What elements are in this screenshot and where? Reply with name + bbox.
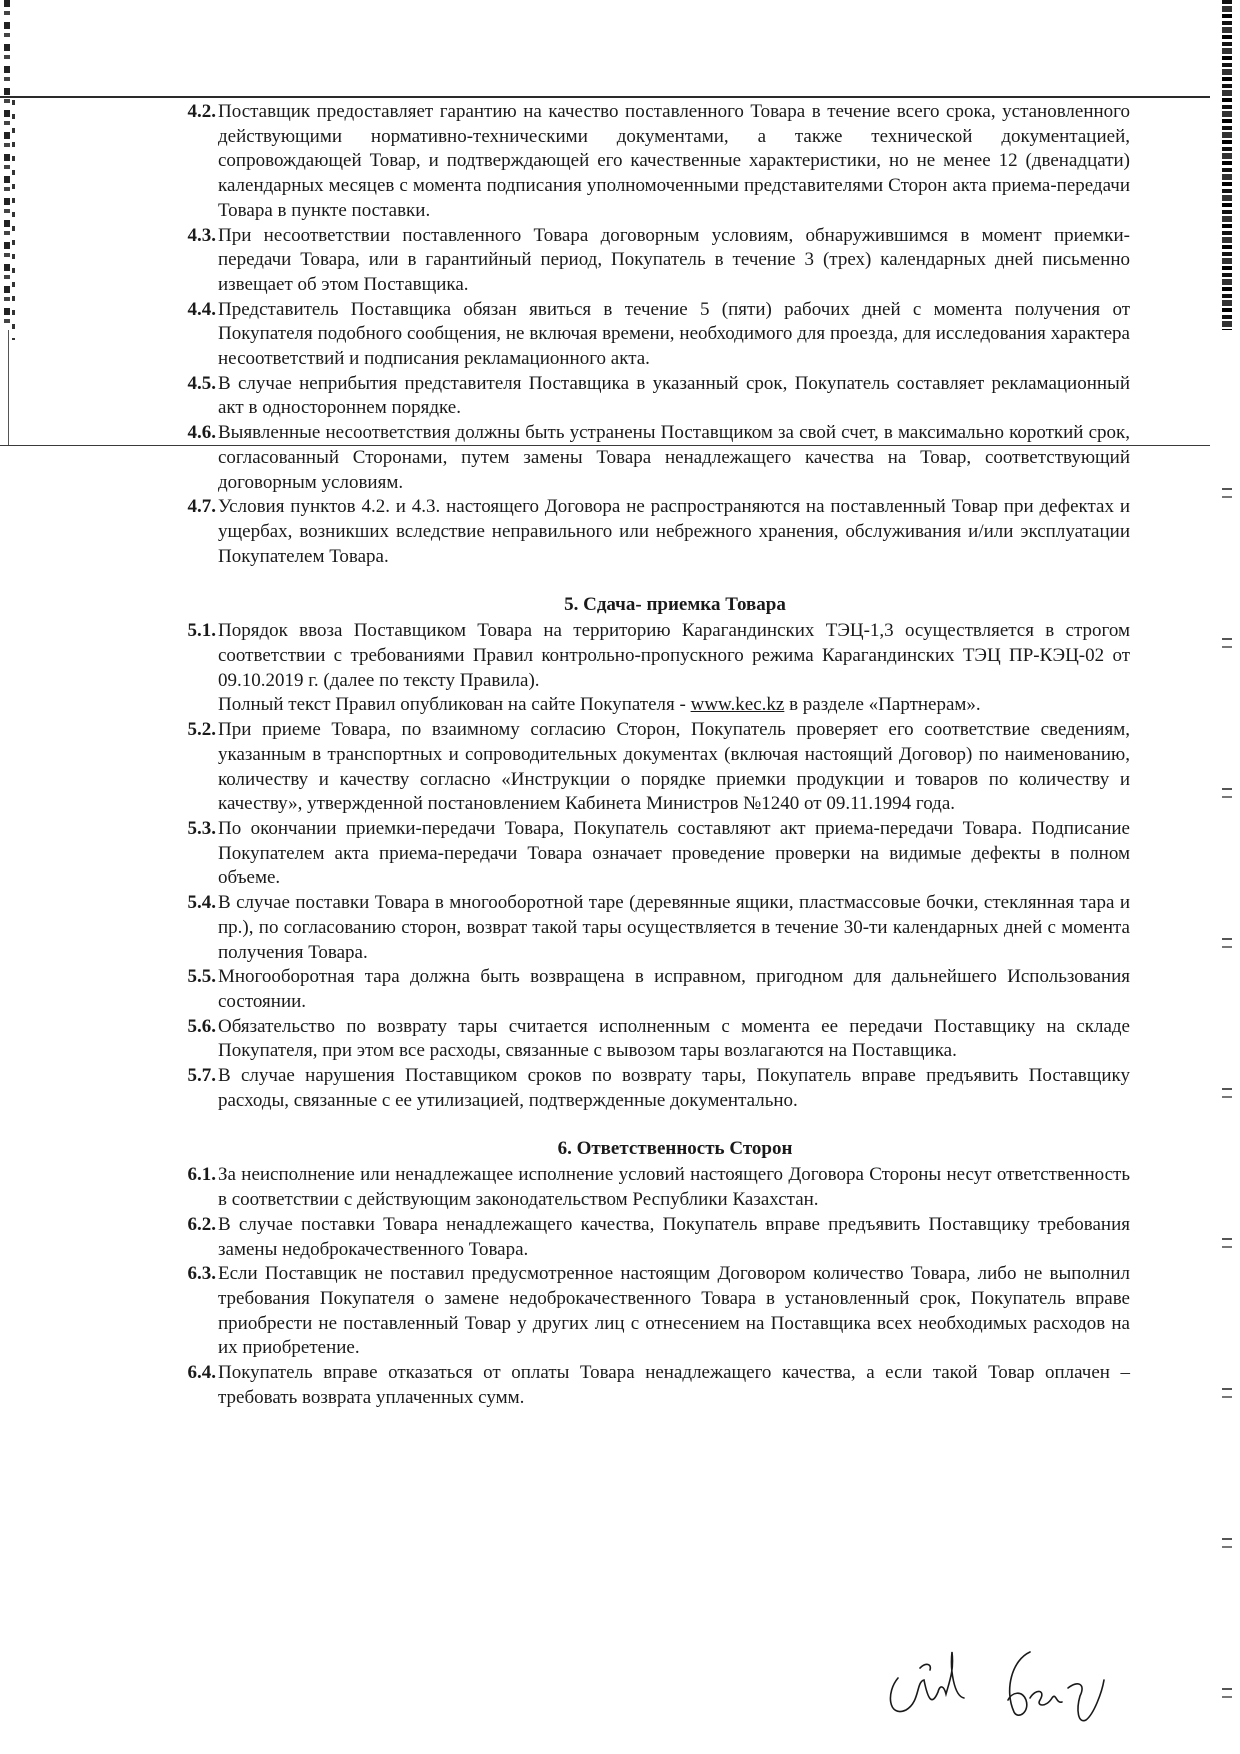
clause-number: 6.2. xyxy=(187,1213,216,1235)
clause-text xyxy=(218,1361,1130,1410)
clause-text xyxy=(218,298,1130,372)
document-body xyxy=(160,100,1130,1410)
clause xyxy=(160,619,1130,718)
clause-number: 6.3. xyxy=(187,1263,216,1285)
clause-text xyxy=(218,224,1130,298)
section-heading: 6. Ответственность Сторон xyxy=(557,1138,793,1160)
clause-paragraph: Многооборотная тара должна быть возвращена в исправном, пригодном для дальнейшего Использования состоянии. xyxy=(218,966,1130,1012)
clause-number: 5.2. xyxy=(187,719,216,741)
clause-text xyxy=(218,372,1130,421)
clause-text xyxy=(218,495,1130,569)
clause-paragraph: Если Поставщик не поставил предусмотренное настоящим Договором количество Товара, либо не выполнил требования Покупателя о замене недоброкачественного Товара в установленный срок, Покупатель вправе приобрести не поставленный Товар у других лиц с отнесением на Поставщика всех необходимых расходов на их приобретение. xyxy=(218,1263,1130,1359)
clause-paragraph: В случае нарушения Поставщиком сроков по возврату тары, Покупатель вправе предъявить Поставщику расходы, связанные с ее утилизацией, подтвержденные документально. xyxy=(218,1065,1130,1111)
clause-number: 5.6. xyxy=(187,1015,216,1037)
clause-text xyxy=(218,891,1130,965)
clause-paragraph: Представитель Поставщика обязан явиться в течение 5 (пяти) рабочих дней с момента получения от Покупателя подобного сообщения, не включая времени, необходимого для проезда, для исследования характера несоответствий и подписания рекламационного акта. xyxy=(218,298,1130,370)
clause xyxy=(160,817,1130,891)
clause-text xyxy=(218,1064,1130,1113)
clause-text xyxy=(218,965,1130,1014)
clause xyxy=(160,891,1130,965)
scan-binding-marks-secondary xyxy=(12,100,15,340)
clause-paragraph: Поставщик предоставляет гарантию на качество поставленного Товара в течение всего срока, установленного действующими нормативно-техническими документами, а также технической документацией, сопровождающей Товар, и подтверждающей его качественные характеристики, но не менее 12 (двенадцати) календарных месяцев с момента подписания уполномоченными представителями Сторон акта приема-передачи Товара в пункте поставки. xyxy=(218,101,1130,221)
clause-text xyxy=(218,1213,1130,1262)
clause xyxy=(160,1015,1130,1064)
clause-number: 5.7. xyxy=(187,1065,216,1087)
clause-number: 4.5. xyxy=(187,372,216,394)
clause-text xyxy=(218,1163,1130,1212)
clause xyxy=(160,965,1130,1014)
clause-number: 4.2. xyxy=(187,101,216,122)
clause-number: 6.4. xyxy=(187,1362,216,1384)
clause xyxy=(160,372,1130,421)
clause-paragraph: Условия пунктов 4.2. и 4.3. настоящего Договора не распространяются на поставленный Товар при дефектах и ущербах, возникших вследствие неправильного или небрежного хранения, обслуживания и/или эксплуатации Покупателем Товара. xyxy=(218,496,1130,567)
clause xyxy=(160,421,1130,495)
scan-edge-ticks xyxy=(1222,400,1232,1730)
clause-paragraph: По окончании приемки-передачи Товара, Покупатель составляют акт приема-передачи Товара. Подписание Покупателем акта приема-передачи Товара означает проведение проверки на видимые дефекты в полном объеме. xyxy=(218,817,1130,889)
clause xyxy=(160,1163,1130,1212)
clause-text xyxy=(218,421,1130,495)
clause-text xyxy=(218,100,1130,224)
clause-text xyxy=(218,718,1130,817)
header-rule xyxy=(0,96,1210,98)
clause-paragraph: Покупатель вправе отказаться от оплаты Товара ненадлежащего качества, а если такой Товар оплачен – требовать возврата уплаченных сумм. xyxy=(218,1362,1130,1408)
clause-paragraph: В случае поставки Товара ненадлежащего качества, Покупатель вправе предъявить Поставщику требования замены недоброкачественного Товара. xyxy=(218,1213,1130,1260)
link-suffix-text: в разделе «Партнерам». xyxy=(784,694,981,716)
clause-number: 4.6. xyxy=(187,422,216,444)
website-link[interactable]: www.kec.kz xyxy=(690,694,785,716)
clause-paragraph: При несоответствии поставленного Товара договорным условиям, обнаружившимся в момент приемки-передачи Товара, или в гарантийный период, Покупатель в течение 3 (трех) календарных дней письменно извещает об этом Поставщика. xyxy=(218,224,1130,295)
link-prefix-text: Полный текст Правил опубликован на сайте Покупателя - xyxy=(218,694,691,716)
clause xyxy=(160,1213,1130,1262)
clause xyxy=(160,495,1130,569)
clause-paragraph: В случае неприбытия представителя Поставщика в указанный срок, Покупатель составляет рекламационный акт в одностороннем порядке. xyxy=(218,372,1130,419)
signatures xyxy=(880,1640,1120,1730)
section-heading: 5. Сдача- приемка Товара xyxy=(564,594,786,616)
clause xyxy=(160,1262,1130,1361)
clause-number: 4.7. xyxy=(187,496,216,518)
clause-paragraph: За неисполнение или ненадлежащее исполнение условий настоящего Договора Стороны несут ответственность в соответствии с действующим законодательством Республики Казахстан. xyxy=(218,1164,1130,1211)
clause xyxy=(160,224,1130,298)
clause-number: 5.4. xyxy=(187,892,216,914)
clause-paragraph: В случае поставки Товара в многооборотной таре (деревянные ящики, пластмассовые бочки, стеклянная тара и пр.), по согласованию сторон, возврат такой тары осуществляется в течение 30-ти календарных дней с момента получения Товара. xyxy=(218,892,1130,963)
clause xyxy=(160,298,1130,372)
signature-mark-1 xyxy=(890,1652,964,1711)
clause-number: 4.4. xyxy=(187,298,216,320)
scan-binding-marks xyxy=(4,0,10,330)
clause-number: 6.1. xyxy=(187,1164,216,1186)
clause-number: 5.1. xyxy=(187,620,216,642)
clause-paragraph-link xyxy=(218,693,1130,718)
clause-text xyxy=(218,1015,1130,1064)
clause-text xyxy=(218,817,1130,891)
clause-paragraph: Порядок ввоза Поставщиком Товара на территорию Карагандинских ТЭЦ-1,3 осуществляется в строгом соответствии с требованиями Правил контрольно-пропускного режима Карагандинских ТЭЦ ПР-КЭЦ-02 от 09.10.2019 г. (далее по тексту Правила). xyxy=(218,620,1130,691)
clause-number: 4.3. xyxy=(187,224,216,246)
clause-number: 5.3. xyxy=(187,817,216,839)
clause xyxy=(160,100,1130,224)
clause xyxy=(160,718,1130,817)
clause-paragraph: Выявленные несоответствия должны быть устранены Поставщиком за свой счет, в максимально короткий срок, согласованный Сторонами, путем замены Товара ненадлежащего качества на Товар, соответствующий договорным условиям. xyxy=(218,422,1130,493)
clause-text xyxy=(218,619,1130,718)
clause xyxy=(160,1361,1130,1410)
clause-paragraph: При приеме Товара, по взаимному согласию Сторон, Покупатель проверяет его соответствие сведениям, указанным в транспортных и сопроводительных документах (включая настоящий Договор) по наименованию, количеству и качеству согласно «Инструкции о порядке приемки продукции и товаров по количеству и качеству», утвержденной постановлением Кабинета Министров №1240 от 09.11.1994 года. xyxy=(218,719,1130,815)
clause xyxy=(160,1064,1130,1113)
clause-paragraph: Обязательство по возврату тары считается исполненным с момента ее передачи Поставщику на складе Покупателя, при этом все расходы, связанные с вывозом тары возлагаются на Поставщика. xyxy=(218,1015,1130,1062)
clause-number: 5.5. xyxy=(187,966,216,988)
signature-mark-2 xyxy=(1008,1652,1104,1721)
scan-edge-marks xyxy=(1222,0,1232,330)
clause-text xyxy=(218,1262,1130,1361)
